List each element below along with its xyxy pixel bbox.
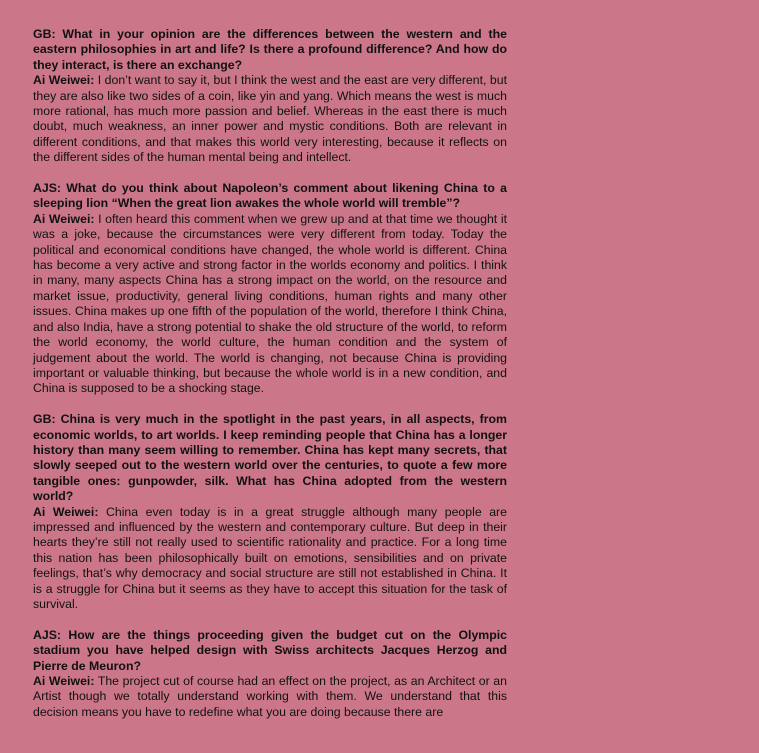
question: AJS: How are the things proceeding given the budget cut on the Olympic stadium you have helped design with Swiss architects Jacques Herzog and Pierre de Meuron? xyxy=(33,627,507,673)
answer-text: I often heard this comment when we grew up and at that time we thought it was a joke, because the circumstances were very different from today. Today the political and economical conditions have changed, the whole world is different. China has become a very active and strong factor in the worlds economy and politics. I think in many, many aspects China has a strong impact on the world, on the resource and market issue, productivity, general living conditions, human rights and many other issues. China makes up one fifth of the population of the world, therefore I think China, and also India, have a strong potential to shake the old structure of the world, to reform the world economy, the world culture, the human condition and the system of judgement about the world. The world is changing, not because China is providing important or valuable thinking, but because the whole world is in a new condition, and China is supposed to be a shocking stage. xyxy=(33,211,507,396)
answer-text: China even today is in a great struggle although many people are impressed and influenced by the western and contemporary culture. But deep in their hearts they’re still not really used to scientific rationality and practice. For a long time this nation has been philosophically built on emotions, sensibilities and on private feelings, that’s why democracy and social structure are still not established in China. It is a struggle for China but it seems as they have to accept this situation for the task of survival. xyxy=(33,504,507,611)
speaker-label: Ai Weiwei: xyxy=(33,674,95,689)
speaker-label: Ai Weiwei: xyxy=(33,211,95,226)
interview-section xyxy=(33,628,507,720)
speaker-label: Ai Weiwei: xyxy=(33,504,99,519)
interview-section xyxy=(33,412,507,612)
answer-paragraph xyxy=(33,212,507,397)
question: AJS: What do you think about Napoleon’s comment about likening China to a sleeping lion “When the great lion awakes the whole world will tremble”? xyxy=(33,181,507,211)
answer-paragraph xyxy=(33,674,507,720)
answer-paragraph xyxy=(33,505,507,613)
question: GB: China is very much in the spotlight in the past years, in all aspects, from economic worlds, to art worlds. I keep reminding people that China has a longer history than many seem willing to remember. China has kept many secrets, that slowly seeped out to the western world over the centuries, to quote a few more tangible ones: gunpowder, silk. What has China adopted from the western world? xyxy=(33,412,507,504)
speaker-label: Ai Weiwei: xyxy=(33,73,95,88)
interview-section xyxy=(33,27,507,166)
answer-text: The project cut of course had an effect on the project, as an Architect or an Artist though we totally understand working with them. We understand that this decision means you have to redefine what you are doing because there are xyxy=(33,674,507,719)
answer-paragraph xyxy=(33,73,507,165)
interview-text-column xyxy=(33,27,507,736)
question: GB: What in your opinion are the differences between the western and the eastern philosophies in art and life? Is there a profound difference? And how do they interact, is there an exchange? xyxy=(33,27,507,72)
interview-section xyxy=(33,181,507,397)
answer-text: I don’t want to say it, but I think the west and the east are very different, but they are also like two sides of a coin, like yin and yang. Which means the west is much more rational, has much more passion and belief. Whereas in the east there is much doubt, much weakness, an inner power and mystic conditions. Both are relevant in different conditions, and that makes this world very interesting, because it reflects on the different sides of the human mental being and intellect. xyxy=(33,73,507,165)
